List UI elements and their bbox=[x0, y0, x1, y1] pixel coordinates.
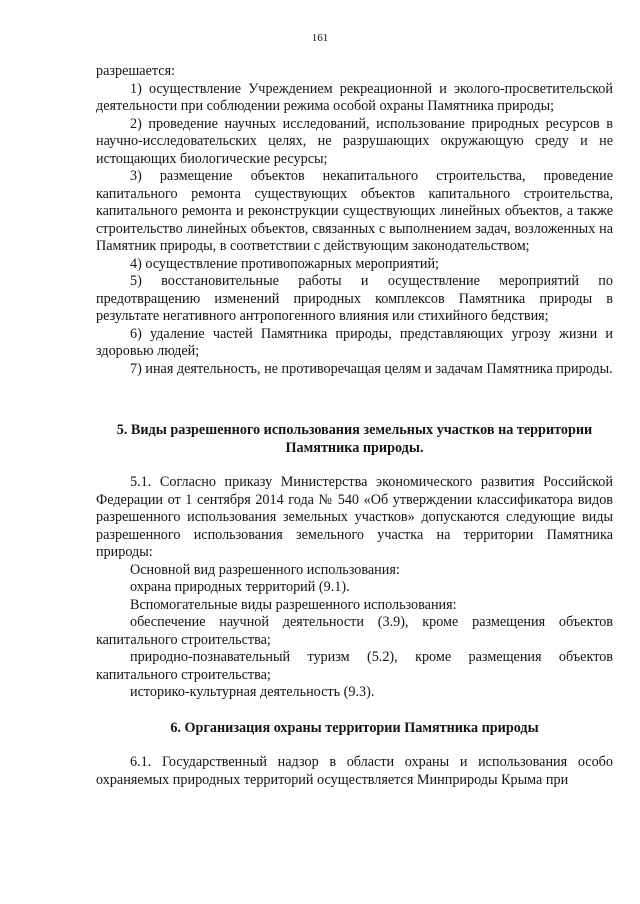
aux-use-item-2: природно-познавательный туризм (5.2), кроме размещения объектов капитального строительства; bbox=[96, 649, 613, 683]
list-item-5: 5) восстановительные работы и осуществление мероприятий по предотвращению изменений природных комплексов Памятника природы в результате негативного антропогенного влияния или стихийного бедствия; bbox=[96, 273, 613, 324]
aux-use-item-1: обеспечение научной деятельности (3.9), кроме размещения объектов капитального строительства; bbox=[96, 614, 613, 648]
main-use-item: охрана природных территорий (9.1). bbox=[130, 579, 350, 595]
list-item-2: 2) проведение научных исследований, использование природных ресурсов в научно-исследовательских целях, не разрушающих окружающую среду и не истощающих биологические ресурсы; bbox=[96, 115, 613, 167]
page-number: 161 bbox=[311, 32, 329, 44]
list-item-1: 1) осуществление Учреждением рекреационной и эколого-просветительской деятельности при соблюдении режима особой охраны Памятника природы; bbox=[96, 80, 613, 114]
section-6-1-paragraph: 6.1. Государственный надзор в области охраны и использования особо охраняемых природных территорий осуществляется Минприроды Крыма при bbox=[96, 754, 613, 788]
list-item-6: 6) удаление частей Памятника природы, представляющих угрозу жизни и здоровью людей; bbox=[96, 325, 613, 359]
list-item-3: 3) размещение объектов некапитального строительства, проведение капитального ремонта существующих объектов капитального строительства, капитального ремонта и реконструкции существующих линейных объектов, а также строительство линейных объектов, связанных с выполнением задач, возложенных на Памятник природы, в соответствии с действующим законодательством; bbox=[96, 168, 613, 254]
section-6-heading: 6. Организация охраны территории Памятника природы bbox=[170, 719, 539, 736]
main-use-label: Основной вид разрешенного использования: bbox=[130, 561, 400, 578]
document-body bbox=[96, 63, 613, 789]
list-item-4: 4) осуществление противопожарных мероприятий; bbox=[130, 255, 439, 272]
section-5-heading: 5. Виды разрешенного использования земельных участков на территории Памятника природы. bbox=[116, 422, 593, 456]
intro-text: разрешается: bbox=[96, 63, 176, 79]
list-item-7: 7) иная деятельность, не противоречащая целям и задачам Памятника природы. bbox=[130, 360, 613, 377]
aux-use-item-3: историко-культурная деятельность (9.3). bbox=[130, 684, 375, 700]
section-5-1-paragraph: 5.1. Согласно приказу Министерства экономического развития Российской Федерации от 1 сентября 2014 года № 540 «Об утверждении классификатора видов разрешенного использования земельных участков» допускаются следующие виды разрешенного использования земельного участка на территории Памятника природы: bbox=[96, 474, 613, 560]
aux-use-label: Вспомогательные виды разрешенного использования: bbox=[130, 596, 457, 613]
